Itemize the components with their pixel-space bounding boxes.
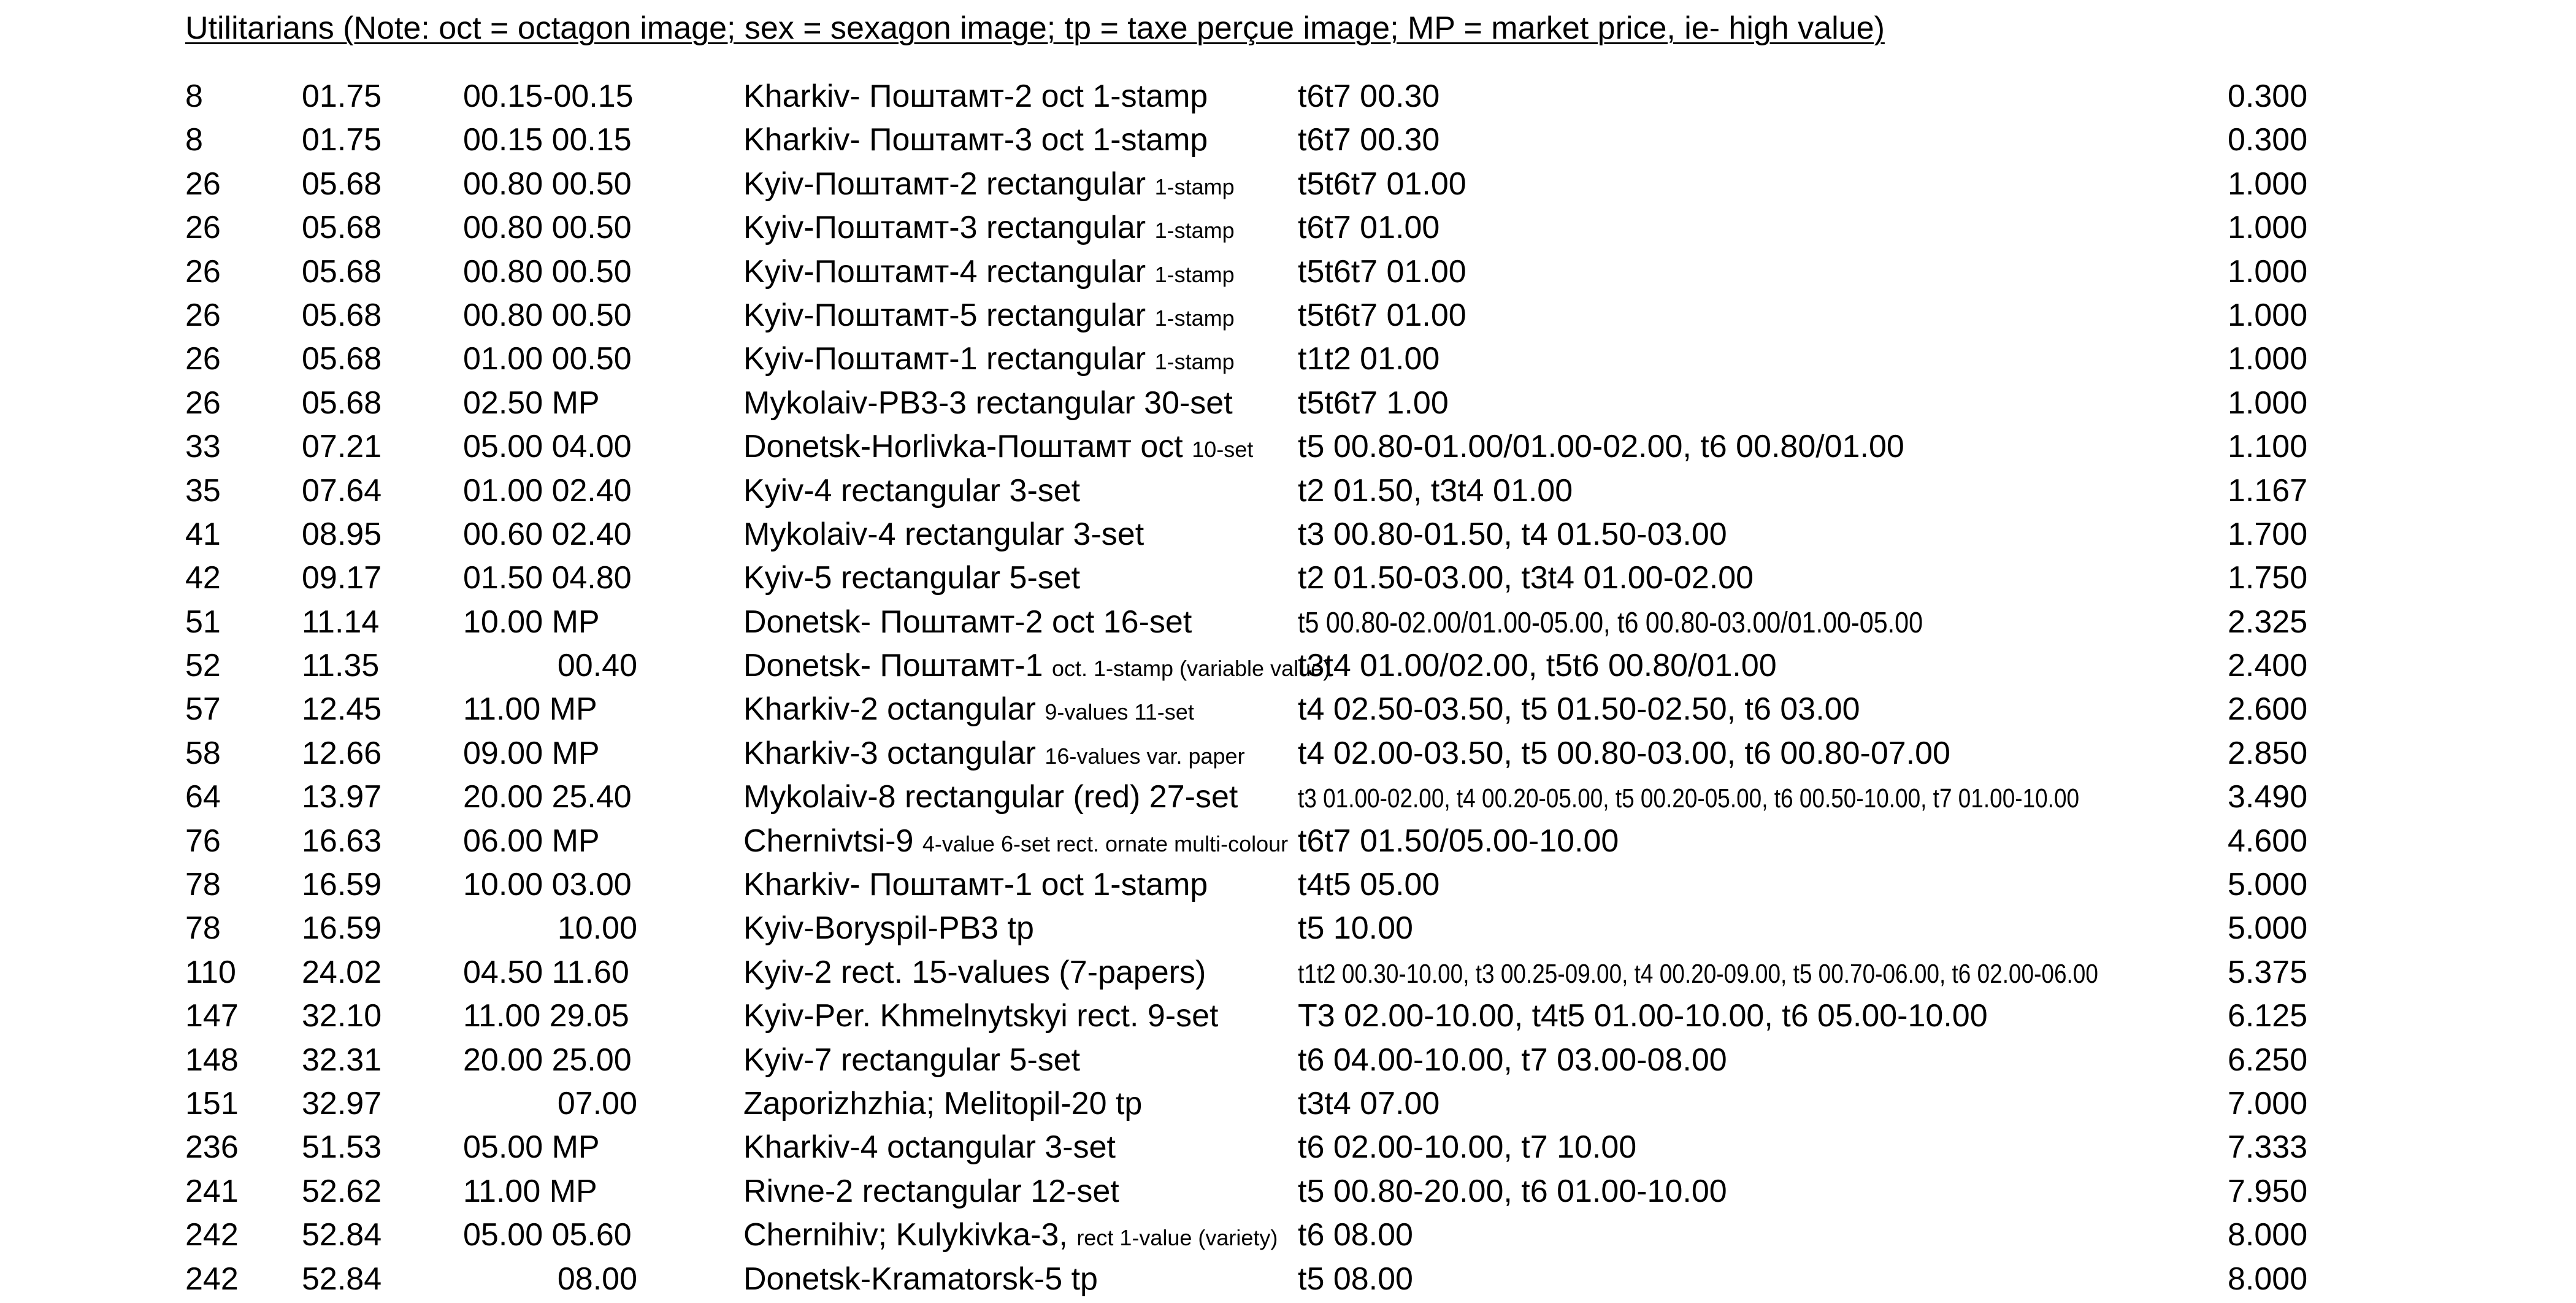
average-cell: 0.300 [2228,79,2308,114]
rank-cell: 8 [185,122,203,158]
percent-cell: 05.68 [302,385,382,421]
description-text: Kharkiv-2 octangular [743,691,1045,728]
value-cell: 09.00 MP [463,735,600,771]
table-row [0,1126,2576,1169]
details-text: t3 00.80-01.50, t4 01.50-03.00 [1298,516,1727,552]
table-row [0,469,2576,513]
average-cell: 2.325 [2228,604,2308,640]
description-text: Kharkiv- Поштамт-1 oct 1-stamp [743,867,1208,903]
table-row [0,382,2576,425]
value-cell: 11.00 MP [463,1173,597,1209]
description-cell [743,163,1235,209]
percent-cell: 05.68 [302,297,382,333]
rank-cell: 26 [185,385,221,421]
details-text: t4 02.00-03.50, t5 00.80-03.00, t6 00.80-07.00 [1298,735,1950,771]
percent-cell: 12.66 [302,735,382,771]
description-text: Donetsk- Поштамт-2 oct 16-set [743,604,1192,640]
description-cell [743,1126,1116,1169]
description-text: Kyiv-2 rect. 15-values (7-papers) [743,954,1206,990]
table-row [0,1039,2576,1082]
value-cell: 05.00 05.60 [463,1217,632,1253]
table-row [0,732,2576,775]
description-text: Kharkiv- Поштамт-3 oct 1-stamp [743,122,1208,158]
rank-cell: 52 [185,648,221,684]
value-cell: 01.00 02.40 [463,472,632,509]
average-cell: 7.950 [2228,1173,2308,1209]
description-text: Donetsk-Kramatorsk-5 tp [743,1261,1098,1297]
details-cell [1298,206,1439,250]
table-row [0,820,2576,863]
average-cell: 2.850 [2228,735,2308,771]
value-cell: 05.00 04.00 [463,429,632,465]
description-cell [743,601,1192,644]
details-cell [1298,469,1573,513]
details-cell [1298,644,1777,688]
percent-cell: 05.68 [302,210,382,246]
description-cell [743,118,1208,162]
percent-cell: 13.97 [302,779,382,815]
description-text: Chernivtsi-9 [743,823,922,859]
description-text: Kyiv-Поштамт-1 rectangular [743,341,1155,377]
description-cell [743,294,1235,340]
average-cell: 5.000 [2228,910,2308,947]
details-cell [1298,1126,1636,1169]
table-row [0,951,2576,994]
description-text: Mykolaiv-PB3-3 rectangular 30-set [743,385,1233,421]
utilitarians-table [0,75,2576,1301]
table-row [0,294,2576,337]
rank-cell: 110 [185,954,236,990]
description-cell [743,863,1208,907]
rank-cell: 148 [185,1042,239,1078]
details-cell [1298,513,1727,556]
description-text: Zaporizhzhia; Melitopil-20 tp [743,1085,1143,1121]
details-cell [1298,250,1466,294]
percent-cell: 16.59 [302,910,382,947]
description-cell [743,1082,1142,1126]
rank-cell: 42 [185,560,221,596]
details-cell [1298,294,1466,337]
rank-cell: 236 [185,1129,239,1166]
average-cell: 2.600 [2228,691,2308,728]
details-cell [1298,1170,1727,1213]
description-cell [743,1170,1119,1213]
details-text: t6t7 01.00 [1298,210,1440,246]
table-row [0,1258,2576,1301]
percent-cell: 16.63 [302,823,382,859]
details-text: t6 08.00 [1298,1217,1413,1253]
details-cell [1298,601,2025,645]
description-text: Mykolaiv-8 rectangular (red) 27-set [743,779,1238,815]
description-cell [743,250,1235,296]
percent-cell: 09.17 [302,560,382,596]
percent-cell: 12.45 [302,691,382,728]
value-cell: 04.50 11.60 [463,954,629,990]
details-text: t1t2 00.30-10.00, t3 00.25-09.00, t4 00.20-09.00, t5 00.70-06.00, t6 02.00-06.00 [1298,958,2098,989]
value-cell: 00.40 [557,648,637,684]
description-cell [743,337,1235,383]
average-cell: 6.125 [2228,998,2308,1034]
details-cell [1298,75,1439,118]
description-note: oct. 1-stamp (variable value) [1051,656,1331,682]
value-cell: 20.00 25.40 [463,779,632,815]
rank-cell: 26 [185,253,221,290]
value-cell: 00.80 00.50 [463,297,632,333]
details-text: t3t4 07.00 [1298,1085,1440,1121]
table-row [0,601,2576,644]
description-note: 1-stamp [1154,174,1235,199]
details-text: t5 08.00 [1298,1261,1413,1297]
description-note: 1-stamp [1154,218,1235,244]
details-text: t4 02.50-03.50, t5 01.50-02.50, t6 03.00 [1298,691,1860,728]
details-text: t3 01.00-02.00, t4 00.20-05.00, t5 00.20-05.00, t6 00.50-10.00, t7 01.00-10.00 [1298,783,2080,814]
description-note: 1-stamp [1154,305,1235,331]
rank-cell: 78 [185,910,221,947]
table-row [0,513,2576,556]
rank-cell: 151 [185,1085,239,1121]
description-text: Kyiv-Поштамт-5 rectangular [743,297,1155,333]
details-text: t6 04.00-10.00, t7 03.00-08.00 [1298,1042,1727,1078]
average-cell: 1.000 [2228,297,2308,333]
value-cell: 05.00 MP [463,1129,600,1166]
table-row [0,250,2576,294]
percent-cell: 07.64 [302,472,382,509]
value-cell: 10.00 [557,910,637,947]
percent-cell: 52.84 [302,1217,382,1253]
details-text: t5 10.00 [1298,910,1413,947]
table-row [0,775,2576,819]
rank-cell: 147 [185,998,239,1034]
description-cell [743,425,1253,471]
details-text: t5t6t7 01.00 [1298,253,1466,290]
percent-cell: 24.02 [302,954,382,990]
average-cell: 7.000 [2228,1085,2308,1121]
average-cell: 1.000 [2228,253,2308,290]
rank-cell: 26 [185,341,221,377]
details-text: t6t7 01.50/05.00-10.00 [1298,823,1619,859]
average-cell: 5.000 [2228,867,2308,903]
value-cell: 11.00 MP [463,691,597,728]
details-text: t6t7 00.30 [1298,79,1440,114]
rank-cell: 64 [185,779,221,815]
average-cell: 1.000 [2228,341,2308,377]
average-cell: 8.000 [2228,1261,2308,1297]
percent-cell: 08.95 [302,516,382,552]
description-cell [743,1039,1080,1082]
description-cell [743,75,1208,118]
rank-cell: 58 [185,735,221,771]
table-row [0,425,2576,469]
details-cell [1298,382,1449,425]
description-text: Kyiv-Поштамт-4 rectangular [743,253,1155,290]
details-cell [1298,425,1904,469]
details-text: t2 01.50-03.00, t3t4 01.00-02.00 [1298,560,1754,596]
table-row [0,75,2576,118]
details-cell [1298,1039,1727,1082]
rank-cell: 8 [185,79,203,114]
table-row [0,118,2576,162]
table-row [0,163,2576,206]
details-text: t6 02.00-10.00, t7 10.00 [1298,1129,1637,1166]
description-text: Kyiv-Поштамт-3 rectangular [743,210,1155,246]
description-cell [743,469,1080,513]
details-cell [1298,907,1413,950]
average-cell: 1.167 [2228,472,2308,509]
description-text: Donetsk- Поштамт-1 [743,648,1052,684]
details-cell [1298,732,1950,775]
description-text: Donetsk-Horlivka-Поштамт oct [743,429,1192,465]
rank-cell: 41 [185,516,221,552]
rank-cell: 242 [185,1217,239,1253]
description-text: Mykolaiv-4 rectangular 3-set [743,516,1144,552]
description-cell [743,688,1194,734]
average-cell: 1.700 [2228,516,2308,552]
average-cell: 1.000 [2228,166,2308,202]
average-cell: 0.300 [2228,122,2308,158]
description-cell [743,775,1238,819]
details-cell [1298,994,1988,1038]
table-row [0,644,2576,688]
percent-cell: 01.75 [302,79,382,114]
table-row [0,863,2576,907]
details-cell [1298,688,1860,731]
value-cell: 20.00 25.00 [463,1042,632,1078]
description-text: Kyiv-5 rectangular 5-set [743,560,1081,596]
table-row [0,556,2576,600]
rank-cell: 242 [185,1261,239,1297]
description-note: 16-values var. paper [1045,743,1245,769]
value-cell: 02.50 MP [463,385,600,421]
percent-cell: 05.68 [302,341,382,377]
value-cell: 10.00 03.00 [463,867,632,903]
average-cell: 6.250 [2228,1042,2308,1078]
details-text: t5t6t7 01.00 [1298,297,1466,333]
average-cell: 5.375 [2228,954,2308,990]
details-cell [1298,863,1439,907]
rank-cell: 35 [185,472,221,509]
percent-cell: 51.53 [302,1129,382,1166]
percent-cell: 05.68 [302,166,382,202]
rank-cell: 26 [185,210,221,246]
details-cell [1298,163,1466,206]
details-text: t3t4 01.00/02.00, t5t6 00.80/01.00 [1298,648,1777,684]
table-row [0,1213,2576,1257]
description-cell [743,206,1235,252]
document-heading: Utilitarians (Note: oct = octagon image; sex = sexagon image; tp = taxe perçue image; MP = market price, ie- high value) [185,10,1885,46]
rank-cell: 26 [185,166,221,202]
details-text: t5 00.80-20.00, t6 01.00-10.00 [1298,1173,1727,1209]
percent-cell: 52.84 [302,1261,382,1297]
description-text: Kharkiv-4 octangular 3-set [743,1129,1116,1166]
percent-cell: 01.75 [302,122,382,158]
percent-cell: 07.21 [302,429,382,465]
value-cell: 06.00 MP [463,823,600,859]
details-text: t2 01.50, t3t4 01.00 [1298,472,1573,509]
description-text: Kyiv-Поштамт-2 rectangular [743,166,1155,202]
table-row [0,206,2576,250]
rank-cell: 241 [185,1173,239,1209]
description-text: Rivne-2 rectangular 12-set [743,1173,1119,1209]
value-cell: 01.50 04.80 [463,560,632,596]
value-cell: 07.00 [557,1085,637,1121]
description-note: 10-set [1192,437,1254,463]
details-cell [1298,556,1754,600]
description-cell [743,907,1034,950]
value-cell: 00.80 00.50 [463,210,632,246]
details-cell [1298,1082,1439,1126]
description-cell [743,994,1218,1038]
average-cell: 3.490 [2228,779,2308,815]
rank-cell: 76 [185,823,221,859]
percent-cell: 16.59 [302,867,382,903]
description-cell [743,513,1144,556]
description-cell [743,644,1330,690]
value-cell: 00.80 00.50 [463,253,632,290]
details-cell [1298,337,1439,381]
table-row [0,994,2576,1038]
details-text: t6t7 00.30 [1298,122,1440,158]
description-cell [743,1258,1098,1301]
average-cell: 1.000 [2228,210,2308,246]
table-row [0,337,2576,381]
details-text: t5t6t7 01.00 [1298,166,1466,202]
average-cell: 1.750 [2228,560,2308,596]
description-cell [743,556,1080,600]
value-cell: 00.15-00.15 [463,79,634,114]
average-cell: 1.100 [2228,429,2308,465]
details-cell [1298,1258,1413,1301]
details-cell [1298,820,1619,863]
table-row [0,907,2576,950]
description-cell [743,1213,1278,1259]
value-cell: 00.80 00.50 [463,166,632,202]
description-note: 1-stamp [1154,261,1235,287]
rank-cell: 57 [185,691,221,728]
table-row [0,1082,2576,1126]
value-cell: 08.00 [557,1261,637,1297]
description-text: Kyiv-7 rectangular 5-set [743,1042,1081,1078]
description-note: 4-value 6-set rect. ornate multi-colour [922,831,1289,856]
description-text: Chernihiv; Kulykivka-3, [743,1217,1077,1253]
rank-cell: 33 [185,429,221,465]
description-text: Kharkiv-3 octangular [743,735,1045,771]
value-cell: 10.00 MP [463,604,600,640]
percent-cell: 52.62 [302,1173,382,1209]
table-row [0,1170,2576,1213]
description-text: Kyiv-Boryspil-PB3 tp [743,910,1034,947]
rank-cell: 26 [185,297,221,333]
description-cell [743,951,1206,994]
description-text: Kyiv-4 rectangular 3-set [743,472,1081,509]
average-cell: 8.000 [2228,1217,2308,1253]
details-text: t5 00.80-02.00/01.00-05.00, t6 00.80-03.00/01.00-05.00 [1298,606,1923,639]
details-text: T3 02.00-10.00, t4t5 01.00-10.00, t6 05.00-10.00 [1298,998,1988,1034]
details-text: t4t5 05.00 [1298,867,1440,903]
percent-cell: 32.97 [302,1085,382,1121]
average-cell: 2.400 [2228,648,2308,684]
description-text: Kharkiv- Поштамт-2 oct 1-stamp [743,79,1208,114]
description-cell [743,820,1288,866]
value-cell: 00.15 00.15 [463,122,632,158]
description-note: 1-stamp [1154,349,1235,375]
details-text: t5 00.80-01.00/01.00-02.00, t6 00.80/01.00 [1298,429,1904,465]
average-cell: 7.333 [2228,1129,2308,1166]
details-cell [1298,118,1439,162]
details-cell [1298,1213,1413,1257]
value-cell: 01.00 00.50 [463,341,632,377]
percent-cell: 32.10 [302,998,382,1034]
details-text: t5t6t7 1.00 [1298,385,1449,421]
details-cell [1298,775,2228,820]
percent-cell: 11.35 [302,648,380,684]
description-note: 9-values 11-set [1045,699,1194,725]
value-cell: 11.00 29.05 [463,998,629,1034]
details-cell [1298,951,2250,996]
percent-cell: 11.14 [302,604,380,640]
description-cell [743,732,1245,778]
details-text: t1t2 01.00 [1298,341,1440,377]
description-note: rect 1-value (variety) [1076,1225,1278,1251]
percent-cell: 32.31 [302,1042,382,1078]
rank-cell: 51 [185,604,221,640]
percent-cell: 05.68 [302,253,382,290]
average-cell: 1.000 [2228,385,2308,421]
value-cell: 00.60 02.40 [463,516,632,552]
average-cell: 4.600 [2228,823,2308,859]
description-text: Kyiv-Per. Khmelnytskyi rect. 9-set [743,998,1219,1034]
table-row [0,688,2576,731]
description-cell [743,382,1233,425]
rank-cell: 78 [185,867,221,903]
